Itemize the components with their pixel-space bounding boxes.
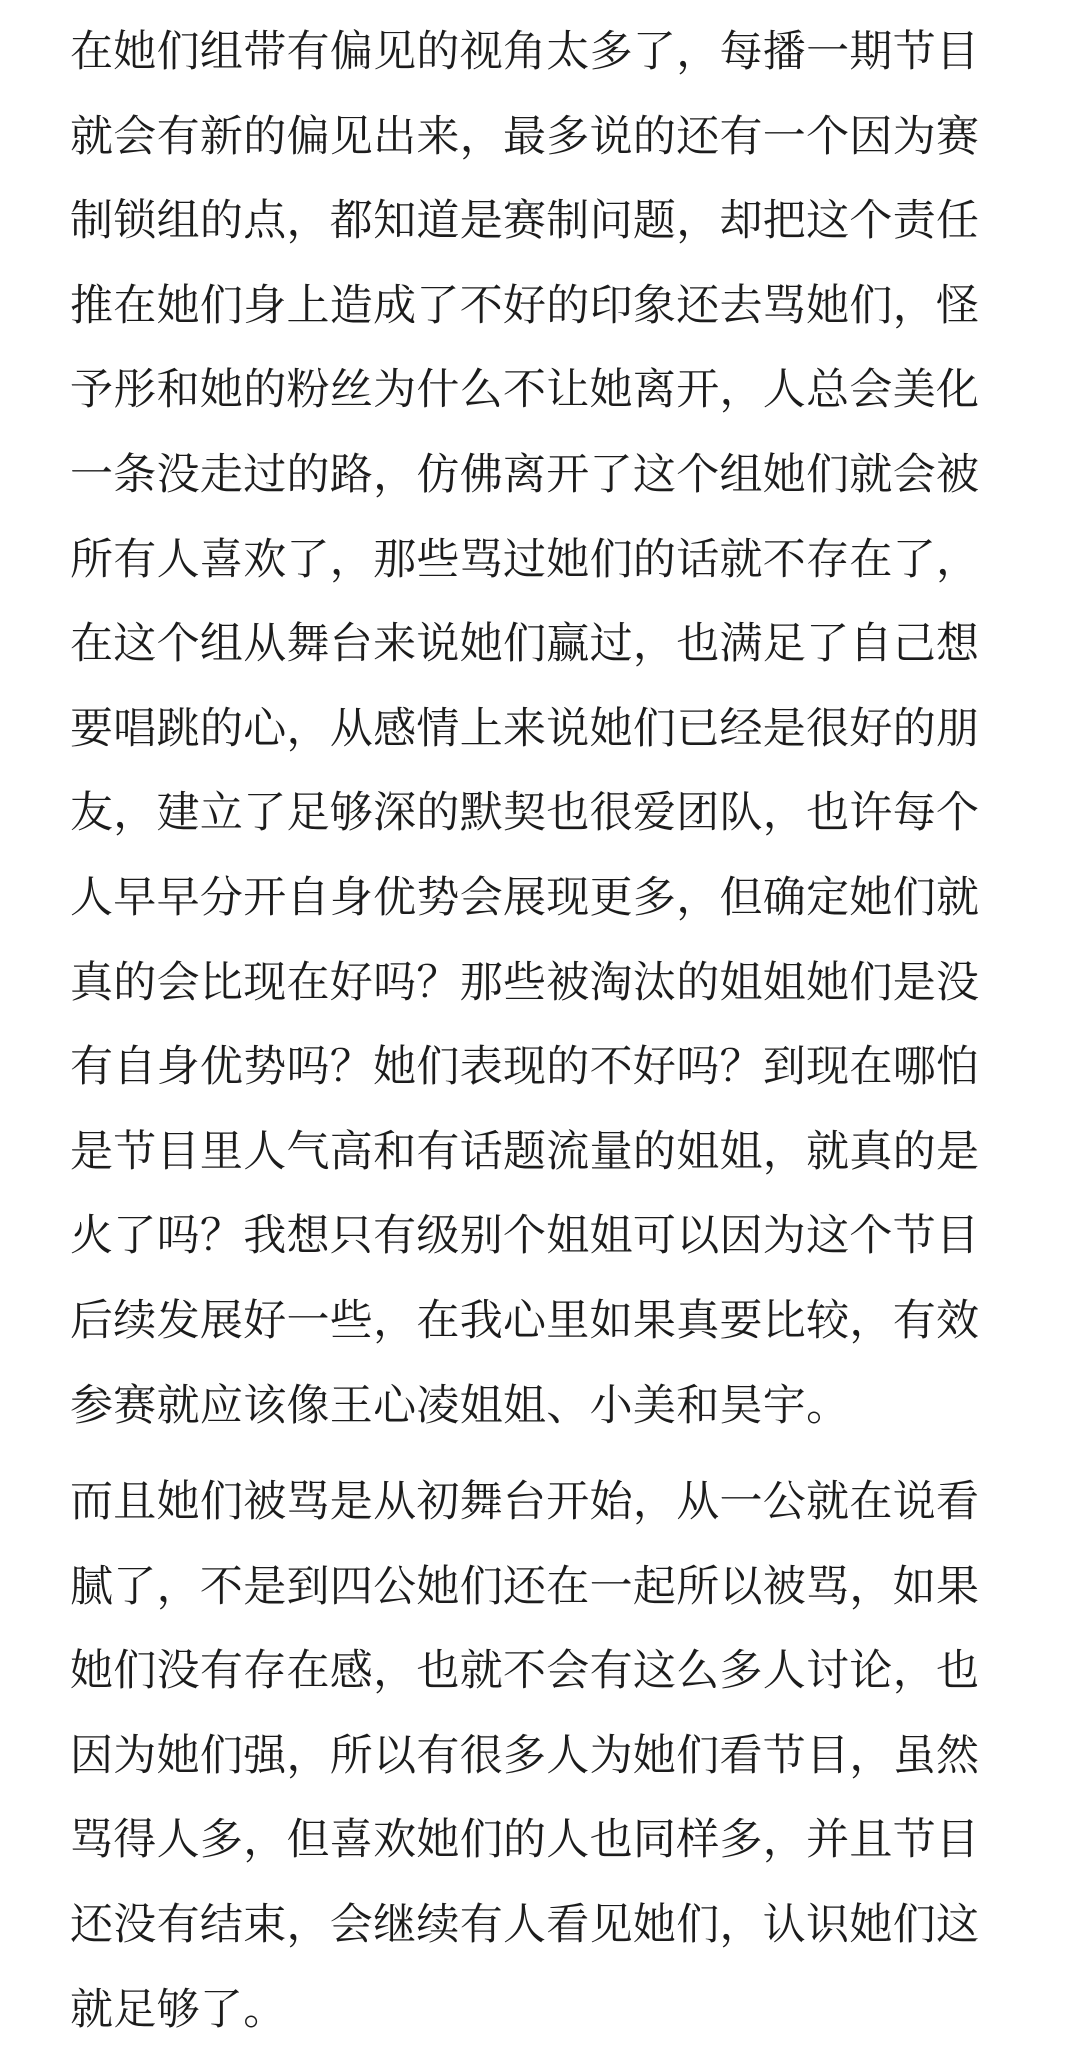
text-line: 人早早分开自身优势会展现更多，但确定她们就 bbox=[70, 872, 980, 923]
text-line: 是节目里人气高和有话题流量的姐姐，就真的是 bbox=[70, 1126, 980, 1177]
text-line: 所有人喜欢了，那些骂过她们的话就不存在了， bbox=[70, 534, 980, 585]
text-line: 就足够了。 bbox=[70, 1984, 287, 2035]
text-line: 真的会比现在好吗？那些被淘汰的姐姐她们是没 bbox=[70, 957, 980, 1008]
text-line: 予彤和她的粉丝为什么不让她离开，人总会美化 bbox=[70, 365, 980, 416]
paragraph-2 bbox=[70, 1460, 979, 2052]
text-line: 友，建立了足够深的默契也很爱团队，也许每个 bbox=[70, 788, 980, 839]
text-line: 参赛就应该像王心凌姐姐、小美和昊宇。 bbox=[70, 1380, 850, 1431]
text-line: 还没有结束，会继续有人看见她们，认识她们这 bbox=[70, 1899, 980, 1950]
paragraph-1 bbox=[70, 10, 979, 1448]
text-line: 骂得人多，但喜欢她们的人也同样多，并且节目 bbox=[70, 1815, 980, 1866]
text-line: 一条没走过的路，仿佛离开了这个组她们就会被 bbox=[70, 449, 980, 500]
text-line: 要唱跳的心，从感情上来说她们已经是很好的朋 bbox=[70, 703, 980, 754]
text-line: 腻了，不是到四公她们还在一起所以被骂，如果 bbox=[70, 1561, 980, 1612]
text-line: 火了吗？我想只有级别个姐姐可以因为这个节目 bbox=[70, 1211, 980, 1262]
text-line: 制锁组的点，都知道是赛制问题，却把这个责任 bbox=[70, 196, 980, 247]
text-line: 有自身优势吗？她们表现的不好吗？到现在哪怕 bbox=[70, 1042, 980, 1093]
text-line: 而且她们被骂是从初舞台开始，从一公就在说看 bbox=[70, 1477, 980, 1527]
text-line: 就会有新的偏见出来，最多说的还有一个因为赛 bbox=[70, 111, 980, 162]
text-line: 在她们组带有偏见的视角太多了，每播一期节目 bbox=[70, 27, 980, 77]
text-line: 后续发展好一些，在我心里如果真要比较，有效 bbox=[70, 1295, 980, 1346]
text-line: 推在她们身上造成了不好的印象还去骂她们，怪 bbox=[70, 280, 980, 331]
text-line: 她们没有存在感，也就不会有这么多人讨论，也 bbox=[70, 1646, 980, 1697]
text-line: 因为她们强，所以有很多人为她们看节目，虽然 bbox=[70, 1730, 980, 1781]
text-line: 在这个组从舞台来说她们赢过，也满足了自己想 bbox=[70, 619, 980, 670]
